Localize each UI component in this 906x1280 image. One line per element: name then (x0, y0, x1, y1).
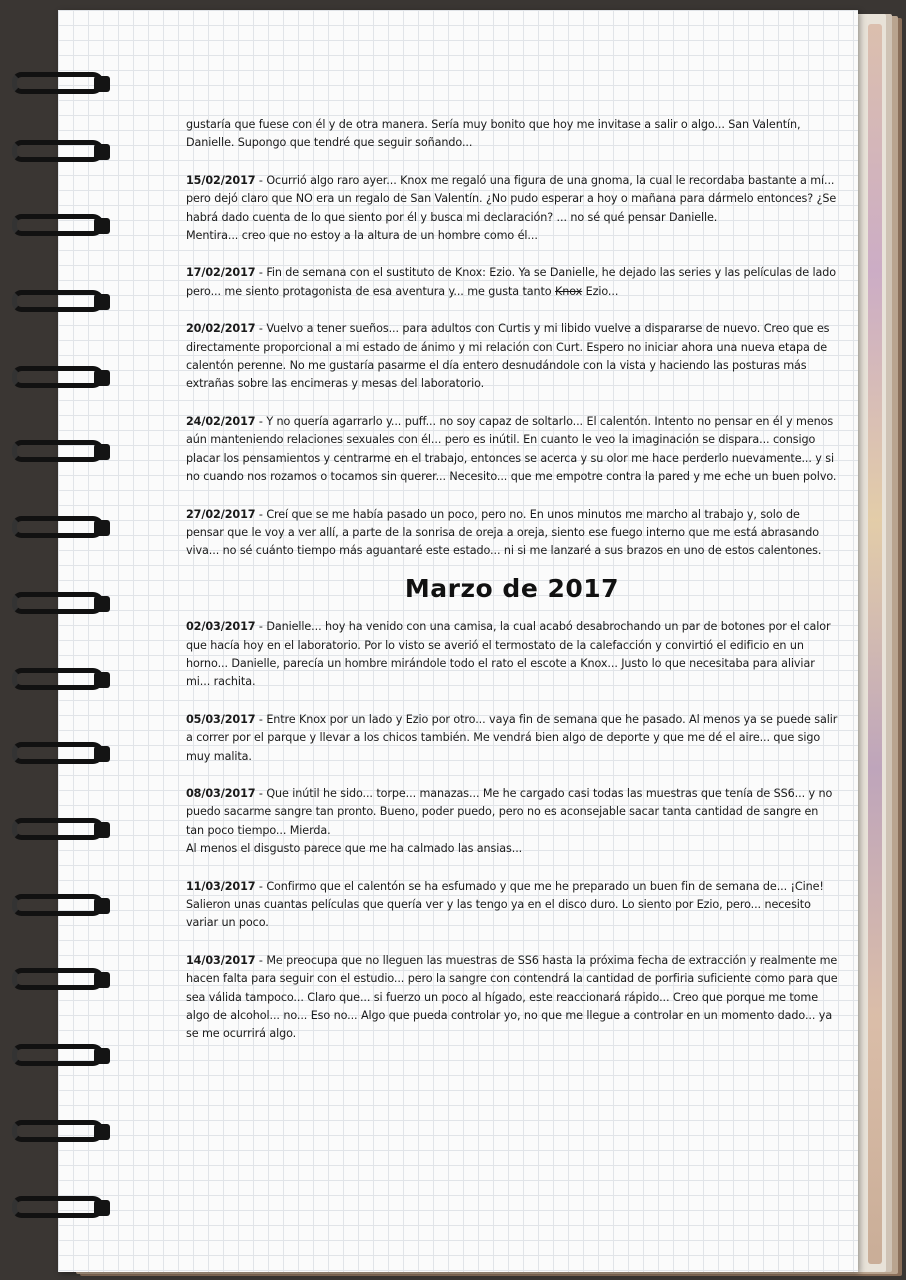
entry-date: 17/02/2017 (186, 266, 256, 280)
spiral-ring (12, 1120, 108, 1150)
spiral-ring (12, 894, 108, 924)
entry-text: Fin de semana con el sustituto de Knox: Ezio. Ya se Danielle, he dejado las series y las películas de lado pero... me siento protagonista de esa aventura y... me gusta tanto (186, 266, 837, 298)
diary-entry-15-02: 15/02/2017 - Ocurrió algo raro ayer... Knox me regaló una figura de una gnoma, la cual le recordaba bastante a mí... pero dejó claro que NO era un regalo de San Valentín. ¿No pudo esperar a hoy o mañana para dármelo entonces? ¿Se habrá dado cuenta de lo que siento por él y busca mi declaración? ... no sé qué pensar Danielle. Mentira... creo que no estoy a la altura de un hombre como él... (186, 172, 838, 246)
diary-entry-05-03: 05/03/2017 - Entre Knox por un lado y Ezio por otro... vaya fin de semana que he pasado. Al menos ya se puede salir a correr por el parque y llevar a los chicos también. Me vendrá bien algo de deporte y que me dé el aire... que sigo muy malita. (186, 712, 838, 763)
diary-entry-02-03: 02/03/2017 - Danielle... hoy ha venido con una camisa, la cual acabó desabrochando un par de botones por el calor que hacía hoy en el laboratorio. Por lo visto se averió el termostato de la calefacción y convirtió el edificio en un horno... Danielle, parecía un hombre mirándole todo el rato el escote a Knox... Justo lo que necesitaba para aliviar mi... rachita. (186, 620, 831, 689)
spiral-ring (12, 366, 108, 396)
entry-text: Creí que se me había pasado un poco, pero no. En unos minutos me marcho al trabajo y, solo de pensar que le voy a ver allí, a parte de la sonrisa de oreja a oreja, siento ese fuego interno que me está abrasando viva... no sé cuánto tiempo más aguantaré este estado... ni si me lanzaré a sus brazos en uno de estos calentones. (186, 507, 822, 558)
entry-text: Confirmo que el calentón se ha esfumado y que me he preparado un buen fin de semana de... ¡Cine! Salieron unas cuantas películas que quería ver y las tengo ya en el disco duro. Lo siento por Ezio, pero... necesito variar un poco. (186, 879, 824, 930)
spiral-ring (12, 140, 108, 170)
spiral-ring (12, 440, 108, 470)
diary-entry-17-02: 17/02/2017 - Fin de semana con el sustituto de Knox: Ezio. Ya se Danielle, he dejado las series y las películas de lado pero... me siento protagonista de esa aventura y... me gusta tanto Knox Ezio... (186, 266, 837, 298)
spiral-ring (12, 742, 108, 772)
spiral-ring (12, 290, 108, 320)
entry-extra: Al menos el disgusto parece que me ha calmado las ansias... (186, 842, 523, 856)
entry-date: 08/03/2017 (186, 786, 256, 800)
spiral-ring (12, 968, 108, 998)
entry-date: 24/02/2017 (186, 414, 256, 428)
spiral-ring (12, 72, 108, 102)
entry-date: 05/03/2017 (186, 712, 256, 726)
diary-entry-08-03: 08/03/2017 - Que inútil he sido... torpe... manazas... Me he cargado casi todas las muestras que tenía de SS6... y no puedo sacarme sangre tan pronto. Bueno, poder puedo, pero no es aconsejable sacar tanta cantidad de sangre en tan poco tiempo... Mierda. Al menos el disgusto parece que me ha calmado las ansias... (186, 785, 838, 859)
entry-date: 27/02/2017 (186, 507, 256, 521)
spiral-ring (12, 1044, 108, 1074)
entry-date: 15/02/2017 (186, 173, 256, 187)
diary-entry-27-02: 27/02/2017 - Creí que se me había pasado un poco, pero no. En unos minutos me marcho al trabajo y, solo de pensar que le voy a ver allí, a parte de la sonrisa de oreja a oreja, siento ese fuego interno que me está abrasando viva... no sé cuánto tiempo más aguantaré este estado... ni si me lanzaré a sus brazos en uno de estos calentones. (186, 507, 822, 558)
spiral-ring (12, 668, 108, 698)
entry-text: Me preocupa que no lleguen las muestras de SS6 hasta la próxima fecha de extracción y realmente me hacen falta para seguir con el estudio... pero la sangre con contendrá la cantidad de porfiria suficiente como para que sea válida tampoco... Claro que... si fuerzo un poco al hígado, este reaccionará rápido... Creo que porque me tome algo de alcohol... no... Eso no... Algo que pueda controlar yo, no que me llegue a controlar en un momento dado... ya se me ocurrirá algo. (186, 953, 838, 1041)
entry-text: Danielle... hoy ha venido con una camisa, la cual acabó desabrochando un par de botones por el calor que hacía hoy en el laboratorio. Por lo visto se averió el termostato de la calefacción y convirtió el edificio en un horno... Danielle, parecía un hombre mirándole todo el rato el escote a Knox... Justo lo que necesitaba para aliviar mi... rachita. (186, 620, 831, 689)
entry-text: Que inútil he sido... torpe... manazas... Me he cargado casi todas las muestras que tenía de SS6... y no puedo sacarme sangre tan pronto. Bueno, poder puedo, pero no es aconsejable sacar tanta cantidad de sangre en tan poco tiempo... Mierda. (186, 786, 833, 837)
entry-text: Vuelvo a tener sueños... para adultos con Curtis y mi libido vuelve a dispararse de nuevo. Creo que es directamente proporcional a mi estado de ánimo y mi relación con Curt. Espero no iniciar ahora una nueva etapa de calentón perenne. No me gustaría pasarme el día entero desnudándole con la vista y haciendo las posturas más extrañas sobre las encimeras y mesas del laboratorio. (186, 322, 830, 391)
entry-date: 02/03/2017 (186, 620, 256, 634)
diary-content (186, 116, 838, 1063)
entry-date: 14/03/2017 (186, 953, 256, 967)
spiral-ring (12, 1196, 108, 1226)
spiral-ring (12, 818, 108, 848)
entry-text-after: Ezio... (585, 284, 619, 298)
diary-entry-14-03: 14/03/2017 - Me preocupa que no lleguen las muestras de SS6 hasta la próxima fecha de extracción y realmente me hacen falta para seguir con el estudio... pero la sangre con contendrá la cantidad de porfiria suficiente como para que sea válida tampoco... Claro que... si fuerzo un poco al hígado, este reaccionará rápido... Creo que porque me tome algo de alcohol... no... Eso no... Algo que pueda controlar yo, no que me llegue a controlar en un momento dado... ya se me ocurrirá algo. (186, 953, 838, 1041)
notebook-page (58, 10, 858, 1272)
spiral-ring (12, 592, 108, 622)
entry-text: Entre Knox por un lado y Ezio por otro... vaya fin de semana que he pasado. Al menos ya se puede salir a correr por el parque y llevar a los chicos también. Me vendrá bien algo de deporte y que me dé el aire... que sigo muy malita. (186, 712, 838, 763)
struck-word: Knox (555, 284, 583, 298)
spiral-ring (12, 214, 108, 244)
diary-intro (186, 116, 838, 153)
diary-entry-11-03: 11/03/2017 - Confirmo que el calentón se ha esfumado y que me he preparado un buen fin de semana de... ¡Cine! Salieron unas cuantas películas que quería ver y las tengo ya en el disco duro. Lo siento por Ezio, pero... necesito variar un poco. (186, 879, 824, 930)
spiral-ring (12, 516, 108, 546)
intro-text: gustaría que fuese con él y de otra manera. Sería muy bonito que hoy me invitase a salir o algo... San Valentín, Danielle. Supongo que tendré que seguir soñando... (186, 118, 801, 150)
entry-text: Y no quería agarrarlo y... puff... no soy capaz de soltarlo... El calentón. Intento no pensar en él y menos aún manteniendo relaciones sexuales con él... pero es inútil. En cuanto le veo la imaginación se dispara... consigo placar los pensamientos y centrarme en el trabajo, entonces se acerca y su olor me hace perderlo nuevamente... y si no cuando nos rozamos o tocamos sin querer... Necesito... que me empotre contra la pared y me eche un buen polvo. (186, 414, 837, 484)
entry-date: 11/03/2017 (186, 879, 256, 893)
entry-date: 20/02/2017 (186, 322, 256, 336)
entry-extra: Mentira... creo que no estoy a la altura de un hombre como él... (186, 229, 538, 243)
page-edge-stripe (868, 24, 882, 1264)
entry-text: Ocurrió algo raro ayer... Knox me regaló una figura de una gnoma, la cual le recordaba bastante a mí... pero dejó claro que NO era un regalo de San Valentín. ¿No pudo esperar a hoy o mañana para dármelo entonces? ¿Se habrá dado cuenta de lo que siento por él y busca mi declaración? ... no sé qué pensar Danielle. (186, 173, 837, 224)
diary-entry-20-02: 20/02/2017 - Vuelvo a tener sueños... para adultos con Curtis y mi libido vuelve a dispararse de nuevo. Creo que es directamente proporcional a mi estado de ánimo y mi relación con Curt. Espero no iniciar ahora una nueva etapa de calentón perenne. No me gustaría pasarme el día entero desnudándole con la vista y haciendo las posturas más extrañas sobre las encimeras y mesas del laboratorio. (186, 322, 830, 391)
diary-entry-24-02: 24/02/2017 - Y no quería agarrarlo y... puff... no soy capaz de soltarlo... El calentón. Intento no pensar en él y menos aún manteniendo relaciones sexuales con él... pero es inútil. En cuanto le veo la imaginación se dispara... consigo placar los pensamientos y centrarme en el trabajo, entonces se acerca y su olor me hace perderlo nuevamente... y si no cuando nos rozamos o tocamos sin querer... Necesito... que me empotre contra la pared y me eche un buen polvo. (186, 414, 837, 484)
month-heading: Marzo de 2017 (404, 573, 620, 603)
